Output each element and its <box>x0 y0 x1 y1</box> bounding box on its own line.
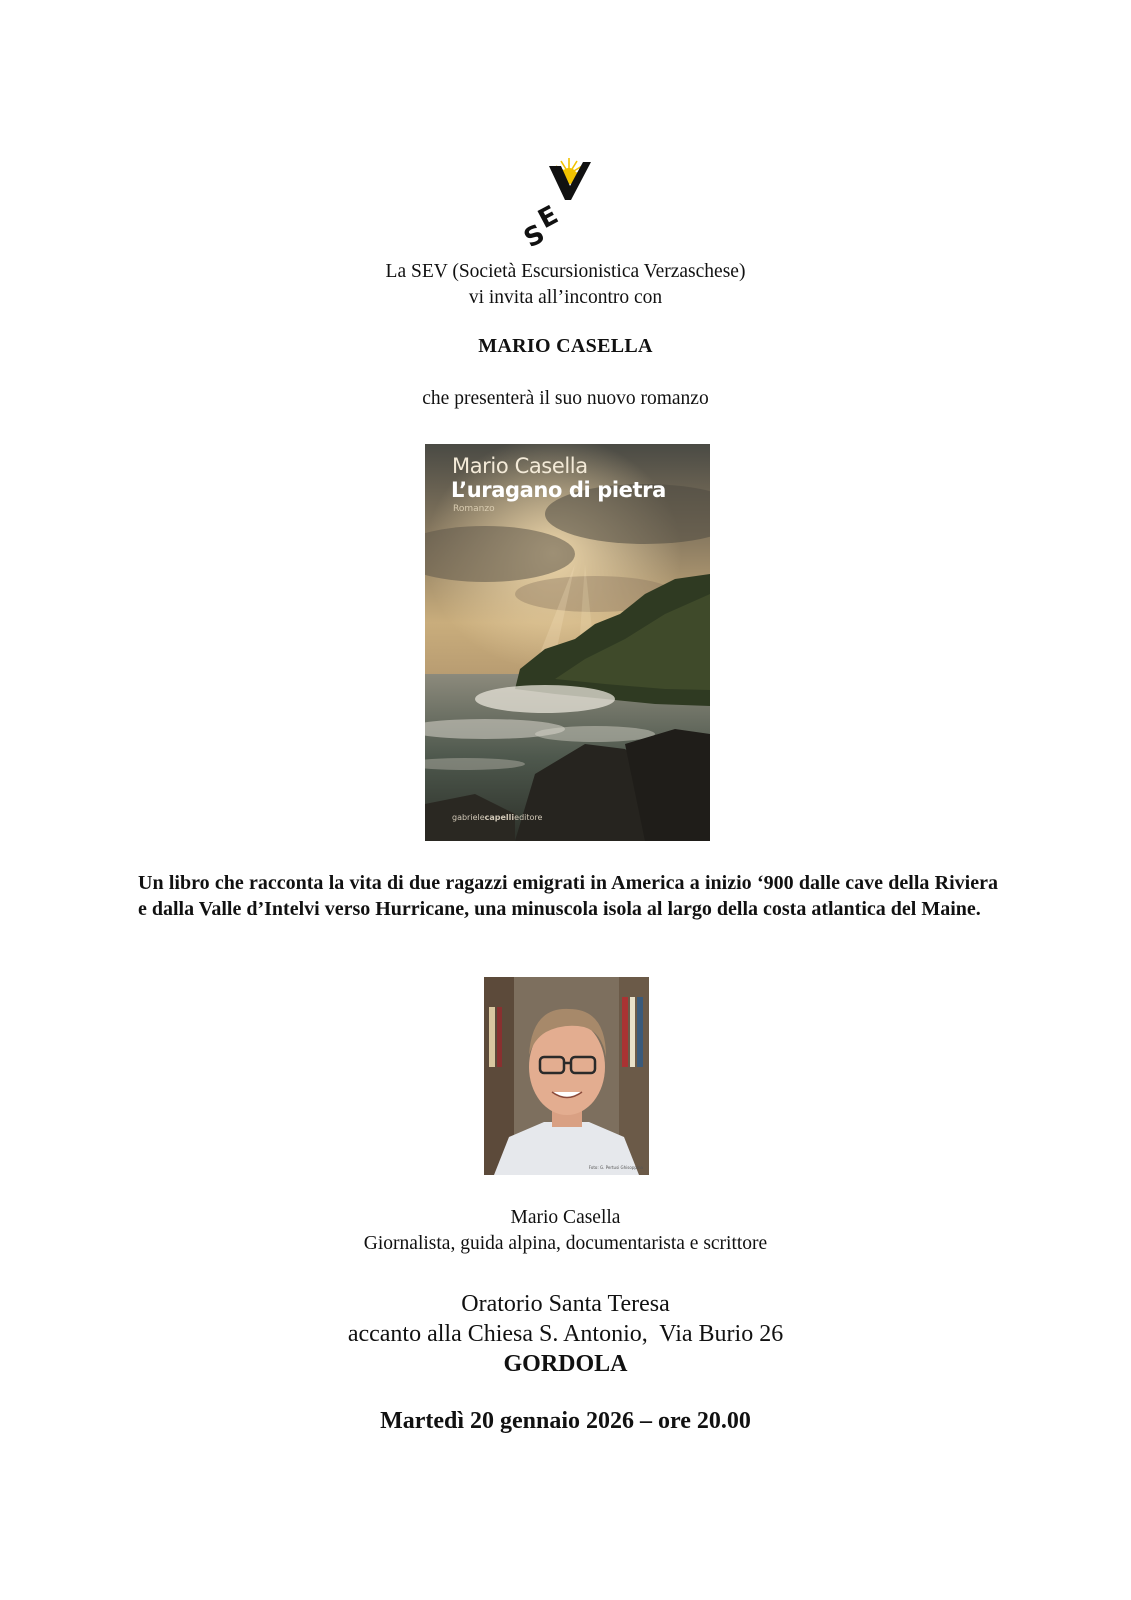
book-cover-author: Mario Casella <box>452 454 588 478</box>
book-cover <box>425 444 710 841</box>
author-portrait-photo <box>484 977 649 1175</box>
intro-line-2: vi invita all’incontro con <box>468 287 663 308</box>
sev-logo <box>521 152 603 248</box>
bio-role: Giornalista, guida alpina, documentarista e scrittore <box>363 1233 768 1254</box>
author-bio <box>0 1205 1131 1257</box>
venue-address: accanto alla Chiesa S. Antonio, Via Burio 26 <box>347 1321 784 1347</box>
book-cover-title: L’uragano di pietra <box>451 478 666 502</box>
author-heading: MARIO CASELLA <box>478 335 653 357</box>
logo-letter-s: S <box>521 218 550 248</box>
logo-letter-e: E <box>533 200 564 236</box>
event-date: Martedì 20 gennaio 2026 – ore 20.00 <box>380 1408 751 1434</box>
presents-text: che presenterà il suo nuovo romanzo <box>422 388 709 409</box>
book-cover-publisher <box>452 813 542 822</box>
book-description: Un libro che racconta la vita di due ragazzi emigrati in America a inizio ‘900 dalle cave della Riviera e dalla Valle d’Intelvi verso Hurricane, una minuscola isola al largo della costa atlantica del Maine. <box>138 872 998 920</box>
venue-city: GORDOLA <box>503 1351 628 1377</box>
book-cover-subtitle: Romanzo <box>453 504 495 514</box>
event-venue <box>0 1289 1131 1379</box>
bio-name: Mario Casella <box>510 1207 621 1228</box>
publisher-bold: capelli <box>484 813 515 822</box>
intro-line-1: La SEV (Società Escursionistica Verzaschese) <box>385 261 746 282</box>
publisher-suffix: editore <box>514 813 543 822</box>
venue-name: Oratorio Santa Teresa <box>461 1291 670 1317</box>
author-portrait <box>484 977 649 1175</box>
intro-text <box>0 259 1131 311</box>
publisher-prefix: gabriele <box>452 813 485 822</box>
photo-credit: Foto: G. Pertusi Ghisoppina <box>588 1165 643 1170</box>
